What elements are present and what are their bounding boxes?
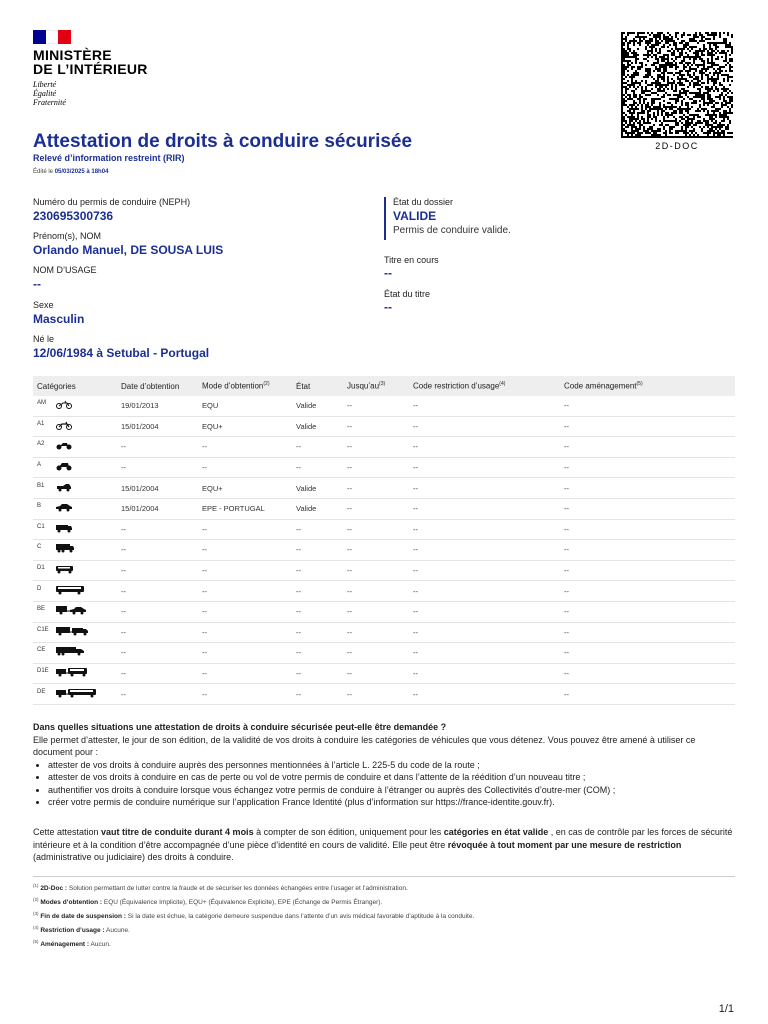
minibus-icon [55,565,75,576]
revocation-note: révoquée à tout moment par une mesure de restriction [447,839,682,850]
light-truck-icon [55,524,73,535]
bus-icon [55,586,85,597]
cell-etat: -- [292,663,343,684]
cell-amen: -- [560,560,735,581]
cell-date: -- [117,684,198,705]
category-cell [33,396,117,416]
cell-jusqu: -- [343,684,409,705]
category-cell [33,437,117,458]
col-header-restriction: Code restriction d’usage$^{(4)}$ [409,376,560,396]
cell-restr: -- [409,416,560,437]
cell-etat: -- [292,437,343,458]
cell-restr: -- [409,437,560,458]
footnote: $^{(5)}$ Aménagement : Aucun. [33,939,111,949]
cell-mode: -- [198,684,292,705]
cell-amen: -- [560,684,735,705]
cell-etat: Valide [292,478,343,499]
table-row [33,540,735,561]
birth-label: Né le [33,334,55,344]
page-number: 1/1 [718,1003,734,1015]
cell-date: -- [117,643,198,664]
cell-jusqu: -- [343,581,409,602]
table-row [33,643,735,664]
cell-amen: -- [560,622,735,643]
col-header-amenagement: Code aménagement$^{(5)}$ [560,376,735,396]
title-state-value: -- [384,300,392,314]
car-icon [55,503,73,514]
cell-date: -- [117,581,198,602]
col-header-date: Date d’obtention [117,376,198,396]
cell-amen: -- [560,416,735,437]
neph-value: 230695300736 [33,209,114,223]
table-row [33,478,735,499]
cell-jusqu: -- [343,437,409,458]
motto-liberte: Liberté [33,80,57,89]
light-motorcycle-icon [55,421,73,432]
cell-date: 15/01/2004 [117,478,198,499]
category-cell [33,519,117,540]
cell-restr: -- [409,643,560,664]
cell-amen: -- [560,498,735,519]
ministry-logo-text [33,48,148,76]
cell-jusqu: -- [343,560,409,581]
page-subtitle: Relevé d’information restreint (RIR) [33,153,185,163]
truck-icon [55,544,75,555]
table-row [33,622,735,643]
cell-amen: -- [560,396,735,416]
minibus-trailer-icon [55,668,89,679]
cell-amen: -- [560,663,735,684]
cell-mode: -- [198,560,292,581]
current-title-value: -- [384,266,392,280]
footnote: $^{(1)}$ 2D-Doc : Solution permettant de lutter contre la fraude et de sécuriser les données échangées entre l’usager et l’administration. [33,883,408,893]
name-value: Orlando Manuel, DE SOUSA LUIS [33,243,224,257]
cell-amen: -- [560,643,735,664]
birth-value: 12/06/1984 à Setubal - Portugal [33,346,210,360]
cell-date: -- [117,457,198,478]
table-row [33,560,735,581]
cell-date: -- [117,437,198,458]
motto-egalite: Égalité [33,89,57,98]
ministry-line-2: DE L’INTÉRIEUR [33,61,148,77]
cell-etat: Valide [292,396,343,416]
cell-amen: -- [560,457,735,478]
category-code: B1 [37,482,45,489]
cell-mode: EQU [198,396,292,416]
cell-etat: -- [292,601,343,622]
category-code: AM [37,400,46,407]
table-row [33,581,735,602]
cell-jusqu: -- [343,663,409,684]
cell-date: 15/01/2004 [117,498,198,519]
cell-jusqu: -- [343,396,409,416]
cell-jusqu: -- [343,643,409,664]
usage-name-label: NOM D’USAGE [33,265,97,275]
category-cell [33,643,117,664]
cell-date: -- [117,601,198,622]
cell-restr: -- [409,540,560,561]
footnote: $^{(2)}$ Modes d’obtention : EQU (Équivalence Implicite), EQU+ (Équivalence Explicite), EPE (Échange de Permis Étranger). [33,897,383,907]
cell-etat: -- [292,643,343,664]
category-code: D1 [37,565,45,572]
cell-date: -- [117,540,198,561]
cell-mode: -- [198,437,292,458]
table-row [33,457,735,478]
table-row [33,437,735,458]
cell-etat: -- [292,540,343,561]
usage-name-value: -- [33,277,41,291]
cell-restr: -- [409,457,560,478]
cell-amen: -- [560,519,735,540]
info-bullets [33,759,735,809]
page-title: Attestation de droits à conduire sécurisée [33,131,413,152]
table-row [33,601,735,622]
cell-restr: -- [409,663,560,684]
table-row [33,663,735,684]
cell-mode: -- [198,643,292,664]
category-cell [33,581,117,602]
valid-categories: catégories en état valide [443,827,549,837]
name-label: Prénom(s), NOM [33,231,102,241]
cell-restr: -- [409,581,560,602]
qr-label: 2D-DOC [655,141,699,151]
bus-trailer-icon [55,689,97,700]
title-state-label: État du titre [384,289,431,299]
cell-etat: -- [292,622,343,643]
cell-restr: -- [409,396,560,416]
motto-fraternite: Fraternité [33,98,66,107]
cell-etat: -- [292,519,343,540]
category-cell [33,663,117,684]
cell-mode: -- [198,601,292,622]
category-cell [33,498,117,519]
table-row [33,519,735,540]
cell-amen: -- [560,540,735,561]
table-row [33,396,735,416]
cell-mode: -- [198,663,292,684]
ministry-line-1: MINISTÈRE [33,47,112,63]
cell-etat: Valide [292,416,343,437]
cell-jusqu: -- [343,622,409,643]
republic-motto [33,80,66,107]
category-code: A [37,462,42,469]
quadricycle-icon [55,483,73,494]
cell-jusqu: -- [343,457,409,478]
cell-date: -- [117,622,198,643]
cell-restr: -- [409,519,560,540]
category-cell [33,684,117,705]
category-code: CE [37,647,46,654]
cell-jusqu: -- [343,416,409,437]
cell-mode: -- [198,519,292,540]
category-cell [33,622,117,643]
light-truck-trailer-icon [55,627,89,638]
footnote: $^{(4)}$ Restriction d’usage : Aucune. [33,925,130,935]
category-code: C1 [37,523,45,530]
current-title-label: Titre en cours [384,255,439,265]
category-cell [33,560,117,581]
motorcycle-icon [55,441,73,452]
info-section [33,721,735,809]
category-code: D [37,585,42,592]
cell-jusqu: -- [343,540,409,561]
cell-date: 19/01/2013 [117,396,198,416]
info-intro: Elle permet d’attester, le jour de son édition, de la validité de vos droits à conduire les catégories de véhicules que vous détenez. Vous pouvez être amené à utiliser ce document pour : [33,734,696,757]
cell-mode: EQU+ [198,416,292,437]
table-row [33,416,735,437]
cell-mode: EQU+ [198,478,292,499]
cell-jusqu: -- [343,519,409,540]
cell-jusqu: -- [343,601,409,622]
info-bullet: • attester de vos droits à conduire en cas de perte ou vol de votre permis de conduire et dans l’attente de la réédition d’un nouveau titre ; [48,771,735,784]
cell-etat: Valide [292,498,343,519]
sex-value: Masculin [33,312,85,326]
info-question: Dans quelles situations une attestation de droits à conduire sécurisée peut-elle être demandée ? [33,722,447,732]
dossier-status-value: VALIDE [393,209,437,223]
category-code: BE [37,606,46,613]
categories-table [33,376,735,705]
status-accent-bar [384,197,386,240]
car-trailer-icon [55,606,87,617]
cell-date: -- [117,519,198,540]
cell-restr: -- [409,498,560,519]
edited-date-value: 05/03/2025 à 18h04 [54,169,109,175]
cell-mode: -- [198,540,292,561]
truck-trailer-icon [55,647,85,658]
cell-amen: -- [560,437,735,458]
category-code: D1E [37,668,49,675]
category-cell [33,540,117,561]
cell-etat: -- [292,684,343,705]
info-bullet: • créer votre permis de conduire numérique sur l’application France Identité (plus d’information sur https://france-identite.gouv.fr). [48,796,735,809]
cell-restr: -- [409,622,560,643]
cell-etat: -- [292,560,343,581]
category-cell [33,416,117,437]
category-code: C [37,544,42,551]
cell-restr: -- [409,601,560,622]
sex-label: Sexe [33,300,54,310]
validity-paragraph: Cette attestation vaut titre de conduite durant 4 mois à compter de son édition, uniquement pour les catégories en état valide , en cas de contrôle par les forces de sécurité intérieure et à la condition d’être accompagnée d’une pièce d’identité en cours de validité. Elle peut être révoquée à tout moment par une mesure de restriction (administrative ou judiciaire) des droits à conduire. [33,827,733,862]
footnote: $^{(3)}$ Fin de date de suspension : Si la date est échue, la catégorie demeure suspendue dans l’attente d’un avis médical favorable d’aptitude à la conduite. [33,911,475,921]
category-cell [33,478,117,499]
table-header-row [33,376,735,396]
col-header-mode: Mode d’obtention$^{(2)}$ [198,376,292,396]
cell-mode: -- [198,457,292,478]
table-row [33,684,735,705]
table-row [33,498,735,519]
cell-date: 15/01/2004 [117,416,198,437]
cell-mode: -- [198,622,292,643]
category-code: C1E [37,626,49,633]
info-bullet: • attester de vos droits à conduire auprès des personnes mentionnées à l’article L. 225-5 du code de la route ; [48,759,735,772]
category-code: A1 [37,420,45,427]
2d-doc-barcode [621,32,733,138]
cell-etat: -- [292,457,343,478]
footnote-divider [33,876,735,877]
category-cell [33,457,117,478]
validity-duration: vaut titre de conduite durant 4 mois [101,827,254,837]
cell-restr: -- [409,560,560,581]
dossier-status-label: État du dossier [393,197,454,207]
cell-amen: -- [560,601,735,622]
cell-amen: -- [560,581,735,602]
col-header-etat: État [292,376,343,396]
cell-jusqu: -- [343,498,409,519]
cell-jusqu: -- [343,478,409,499]
heavy-motorcycle-icon [55,462,73,473]
cell-etat: -- [292,581,343,602]
cell-mode: EPE - PORTUGAL [198,498,292,519]
cell-mode: -- [198,581,292,602]
category-code: DE [37,688,46,695]
moped-icon [55,400,73,411]
neph-label: Numéro du permis de conduire (NEPH) [33,197,191,207]
col-header-categories: Catégories [33,376,117,396]
category-cell [33,601,117,622]
category-code: B [37,503,42,510]
cell-restr: -- [409,478,560,499]
french-flag-icon [33,30,71,44]
col-header-jusqu: $Jusqu’au^{(3)}$ [343,376,409,396]
cell-date: -- [117,560,198,581]
dossier-status-text: Permis de conduire valide. [393,225,511,236]
cell-date: -- [117,663,198,684]
info-bullet: • authentifier vos droits à conduire lorsque vous échangez votre permis de conduire à l’étranger ou auprès des Collectivités d’outre-mer (COM) ; [48,784,735,797]
category-code: A2 [37,441,45,448]
cell-amen: -- [560,478,735,499]
edition-date [33,169,108,175]
edited-prefix: Édité le [33,169,54,175]
cell-restr: -- [409,684,560,705]
